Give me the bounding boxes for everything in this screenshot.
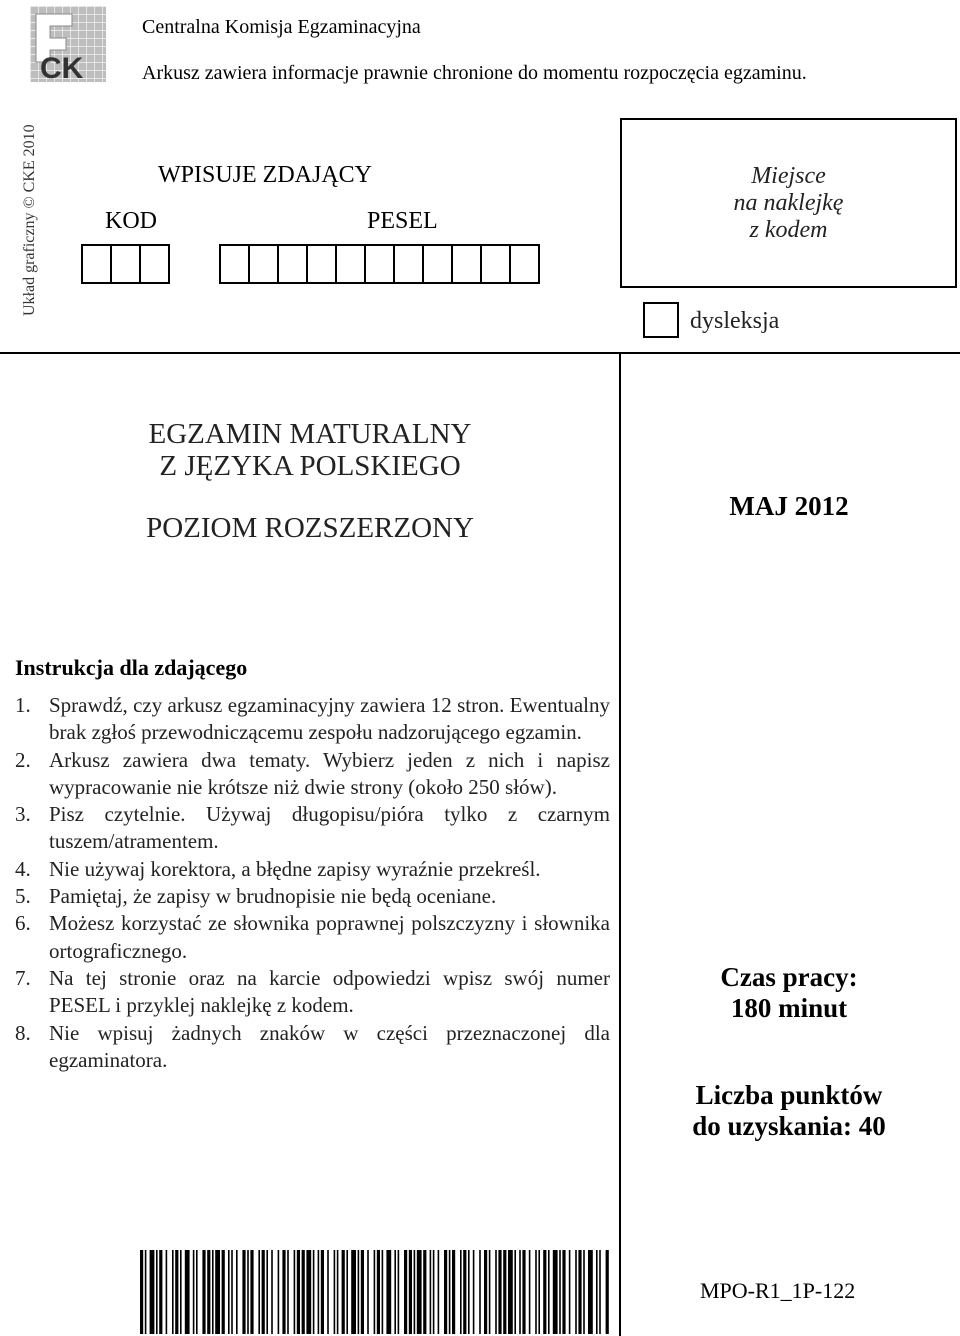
barcode-bar — [207, 1250, 210, 1334]
barcode-bar — [231, 1250, 233, 1334]
barcode-bar — [327, 1250, 329, 1334]
barcode-bar — [414, 1250, 416, 1334]
time-label: Czas pracy: — [720, 962, 858, 992]
barcode-bar — [145, 1250, 147, 1334]
barcode-bar — [543, 1250, 546, 1334]
instructions-list — [15, 692, 610, 1074]
barcode-bar — [334, 1250, 336, 1334]
time-value: 180 minut — [730, 993, 848, 1023]
barcode-bar — [404, 1250, 407, 1334]
barcode-bar — [398, 1250, 400, 1334]
column-divider — [619, 354, 621, 1336]
barcode-bar — [358, 1250, 360, 1334]
list-item — [15, 883, 610, 910]
legal-notice: Arkusz zawiera informacje prawnie chronione do momentu rozpoczęcia egzaminu. — [142, 62, 807, 84]
barcode-bar — [548, 1250, 550, 1334]
barcode-bar — [430, 1250, 432, 1334]
pesel-box[interactable] — [393, 244, 424, 284]
list-item — [15, 910, 610, 965]
barcode-bar — [313, 1250, 315, 1334]
pesel-label: PESEL — [367, 208, 438, 234]
barcode-bar — [444, 1250, 447, 1334]
barcode-bar — [484, 1250, 487, 1334]
pesel-box[interactable] — [248, 244, 279, 284]
barcode-bar — [172, 1250, 174, 1334]
kod-boxes[interactable] — [81, 244, 168, 284]
barcode-bar — [569, 1250, 571, 1334]
barcode-bar — [417, 1250, 422, 1334]
barcode-bar — [529, 1250, 531, 1334]
barcode-bar — [473, 1250, 475, 1334]
barcode-bar — [599, 1250, 601, 1334]
barcode-bar — [318, 1250, 320, 1334]
barcode-bar — [553, 1250, 558, 1334]
barcode-bar — [278, 1250, 280, 1334]
barcode-bar — [156, 1250, 158, 1334]
item-text: Arkusz zawiera dwa tematy. Wybierz jeden z nich i napisz wypracowanie nie krótsze niż dwie strony (około 250 słów). — [49, 747, 610, 799]
barcode-bar — [386, 1250, 391, 1334]
barcode-bar — [342, 1250, 345, 1334]
barcode-bar — [222, 1250, 225, 1334]
barcode-bar — [346, 1250, 348, 1334]
barcode-bar — [562, 1250, 565, 1334]
list-item — [15, 965, 610, 1020]
barcode-bar — [242, 1250, 245, 1334]
barcode-bar — [438, 1250, 440, 1334]
barcode-bar — [519, 1250, 521, 1334]
barcode-bar — [282, 1250, 285, 1334]
item-number: 1. — [15, 693, 31, 717]
points-value: do uzyskania: 40 — [692, 1111, 886, 1141]
barcode — [140, 1250, 610, 1334]
pesel-box[interactable] — [306, 244, 337, 284]
logo-text: CK — [40, 52, 84, 82]
barcode-bar — [236, 1250, 238, 1334]
points-label: Liczba punktów — [695, 1080, 883, 1110]
barcode-bar — [185, 1250, 190, 1334]
item-number: 6. — [15, 911, 31, 936]
barcode-bar — [575, 1250, 577, 1334]
pesel-box[interactable] — [509, 244, 540, 284]
barcode-bar — [262, 1250, 265, 1334]
exam-level: POZIOM ROZSZERZONY — [146, 512, 474, 544]
barcode-bar — [228, 1250, 230, 1334]
item-text: Możesz korzystać ze słownika poprawnej polszczyzny i słownika ortograficznego. — [49, 911, 610, 963]
dyslexia-label: dysleksja — [690, 308, 780, 334]
item-text: Na tej stronie oraz na karcie odpowiedzi wpisz swój numer PESEL i przyklej naklejkę z kodem. — [49, 965, 610, 1018]
barcode-bar — [175, 1250, 178, 1334]
item-number: 7. — [15, 965, 31, 990]
barcode-bar — [140, 1250, 143, 1334]
pesel-box[interactable] — [335, 244, 366, 284]
barcode-bar — [287, 1250, 289, 1334]
barcode-bar — [212, 1250, 214, 1334]
kod-box[interactable] — [81, 244, 112, 284]
barcode-bar — [452, 1250, 455, 1334]
exam-code: MPO-R1_1P-122 — [700, 1278, 856, 1303]
pesel-box[interactable] — [219, 244, 250, 284]
pesel-box[interactable] — [451, 244, 482, 284]
item-number: 5. — [15, 884, 31, 909]
list-item — [15, 856, 610, 883]
barcode-bar — [374, 1250, 376, 1334]
barcode-bar — [583, 1250, 585, 1334]
barcode-bar — [495, 1250, 497, 1334]
copyright-vertical — [2, 122, 46, 318]
barcode-bar — [538, 1250, 540, 1334]
item-number: 4. — [15, 856, 31, 881]
item-number: 3. — [15, 802, 31, 827]
kod-box[interactable] — [110, 244, 141, 284]
pesel-box[interactable] — [277, 244, 308, 284]
instructions-heading: Instrukcja dla zdającego — [15, 655, 248, 680]
barcode-bar — [468, 1250, 470, 1334]
barcode-bar — [321, 1250, 324, 1334]
kod-box[interactable] — [139, 244, 170, 284]
list-item — [15, 801, 610, 856]
barcode-bar — [166, 1250, 168, 1334]
barcode-bar — [367, 1250, 369, 1334]
barcode-bar — [498, 1250, 501, 1334]
barcode-bar — [578, 1250, 581, 1334]
barcode-bar — [409, 1250, 412, 1334]
list-item — [15, 692, 610, 747]
barcode-bar — [193, 1250, 195, 1334]
item-number: 8. — [15, 1020, 31, 1045]
institution-name: Centralna Komisja Egzaminacyjna — [142, 16, 421, 38]
barcode-bar — [180, 1250, 182, 1334]
barcode-bar — [489, 1250, 491, 1334]
barcode-bar — [297, 1250, 300, 1334]
barcode-bar — [351, 1250, 356, 1334]
item-text: Sprawdź, czy arkusz egzaminacyjny zawiera 12 stron. Ewentualny brak zgłoś przewodniczącemu zespołu nadzorującego egzamin. — [49, 693, 610, 745]
barcode-bar — [266, 1250, 268, 1334]
exam-title: EGZAMIN MATURALNY — [148, 418, 472, 450]
kod-label: KOD — [105, 208, 157, 234]
sticker-line: Miejsce — [751, 162, 826, 189]
barcode-bar — [271, 1250, 273, 1334]
sticker-line: z kodem — [749, 216, 828, 243]
exam-subject: Z JĘZYKA POLSKIEGO — [159, 450, 461, 482]
pesel-box[interactable] — [422, 244, 453, 284]
item-text: Pisz czytelnie. Używaj długopisu/pióra tylko z czarnym tuszem/atramentem. — [49, 802, 610, 854]
exam-session: MAJ 2012 — [729, 491, 849, 521]
barcode-bar — [294, 1250, 296, 1334]
barcode-bar — [514, 1250, 516, 1334]
barcode-bar — [508, 1250, 513, 1334]
barcode-bar — [361, 1250, 364, 1334]
cke-logo — [30, 6, 106, 82]
barcode-bar — [479, 1250, 481, 1334]
barcode-bar — [449, 1250, 451, 1334]
barcode-bar — [522, 1250, 525, 1334]
pesel-box[interactable] — [364, 244, 395, 284]
barcode-bar — [302, 1250, 305, 1334]
barcode-bar — [535, 1250, 537, 1334]
sticker-line: na naklejkę — [733, 189, 844, 216]
pesel-box[interactable] — [480, 244, 511, 284]
item-text: Nie używaj korektora, a błędne zapisy wyraźnie przekreśl. — [49, 856, 541, 881]
barcode-bar — [423, 1250, 426, 1334]
barcode-bar — [150, 1250, 155, 1334]
copyright-text: Układ graficzny © CKE 2010 — [21, 124, 38, 316]
barcode-bar — [250, 1250, 253, 1334]
barcode-bar — [337, 1250, 339, 1334]
item-text: Nie wpisuj żadnych znaków w części przeznaczonej dla egzaminatora. — [49, 1020, 610, 1072]
list-item — [15, 1020, 610, 1075]
barcode-bar — [159, 1250, 162, 1334]
barcode-bar — [215, 1250, 220, 1334]
barcode-bar — [503, 1250, 506, 1334]
barcode-bar — [247, 1250, 249, 1334]
sticker-area[interactable] — [620, 118, 957, 288]
barcode-bar — [606, 1250, 609, 1334]
barcode-bar — [382, 1250, 384, 1334]
dyslexia-checkbox[interactable] — [643, 302, 679, 338]
item-number: 2. — [15, 747, 31, 772]
barcode-bar — [596, 1250, 598, 1334]
barcode-bar — [588, 1250, 593, 1334]
barcode-bar — [202, 1250, 205, 1334]
barcode-bar — [559, 1250, 561, 1334]
section-divider — [0, 352, 960, 354]
form-section-title: WPISUJE ZDAJĄCY — [158, 162, 373, 188]
barcode-bar — [460, 1250, 462, 1334]
item-text: Pamiętaj, że zapisy w brudnopisie nie będą oceniane. — [49, 884, 497, 909]
barcode-bar — [258, 1250, 260, 1334]
barcode-bar — [463, 1250, 466, 1334]
barcode-bar — [433, 1250, 435, 1334]
barcode-bar — [196, 1250, 198, 1334]
list-item — [15, 747, 610, 802]
pesel-boxes[interactable] — [219, 244, 538, 284]
barcode-bar — [377, 1250, 380, 1334]
barcode-bar — [394, 1250, 396, 1334]
barcode-bar — [306, 1250, 311, 1334]
